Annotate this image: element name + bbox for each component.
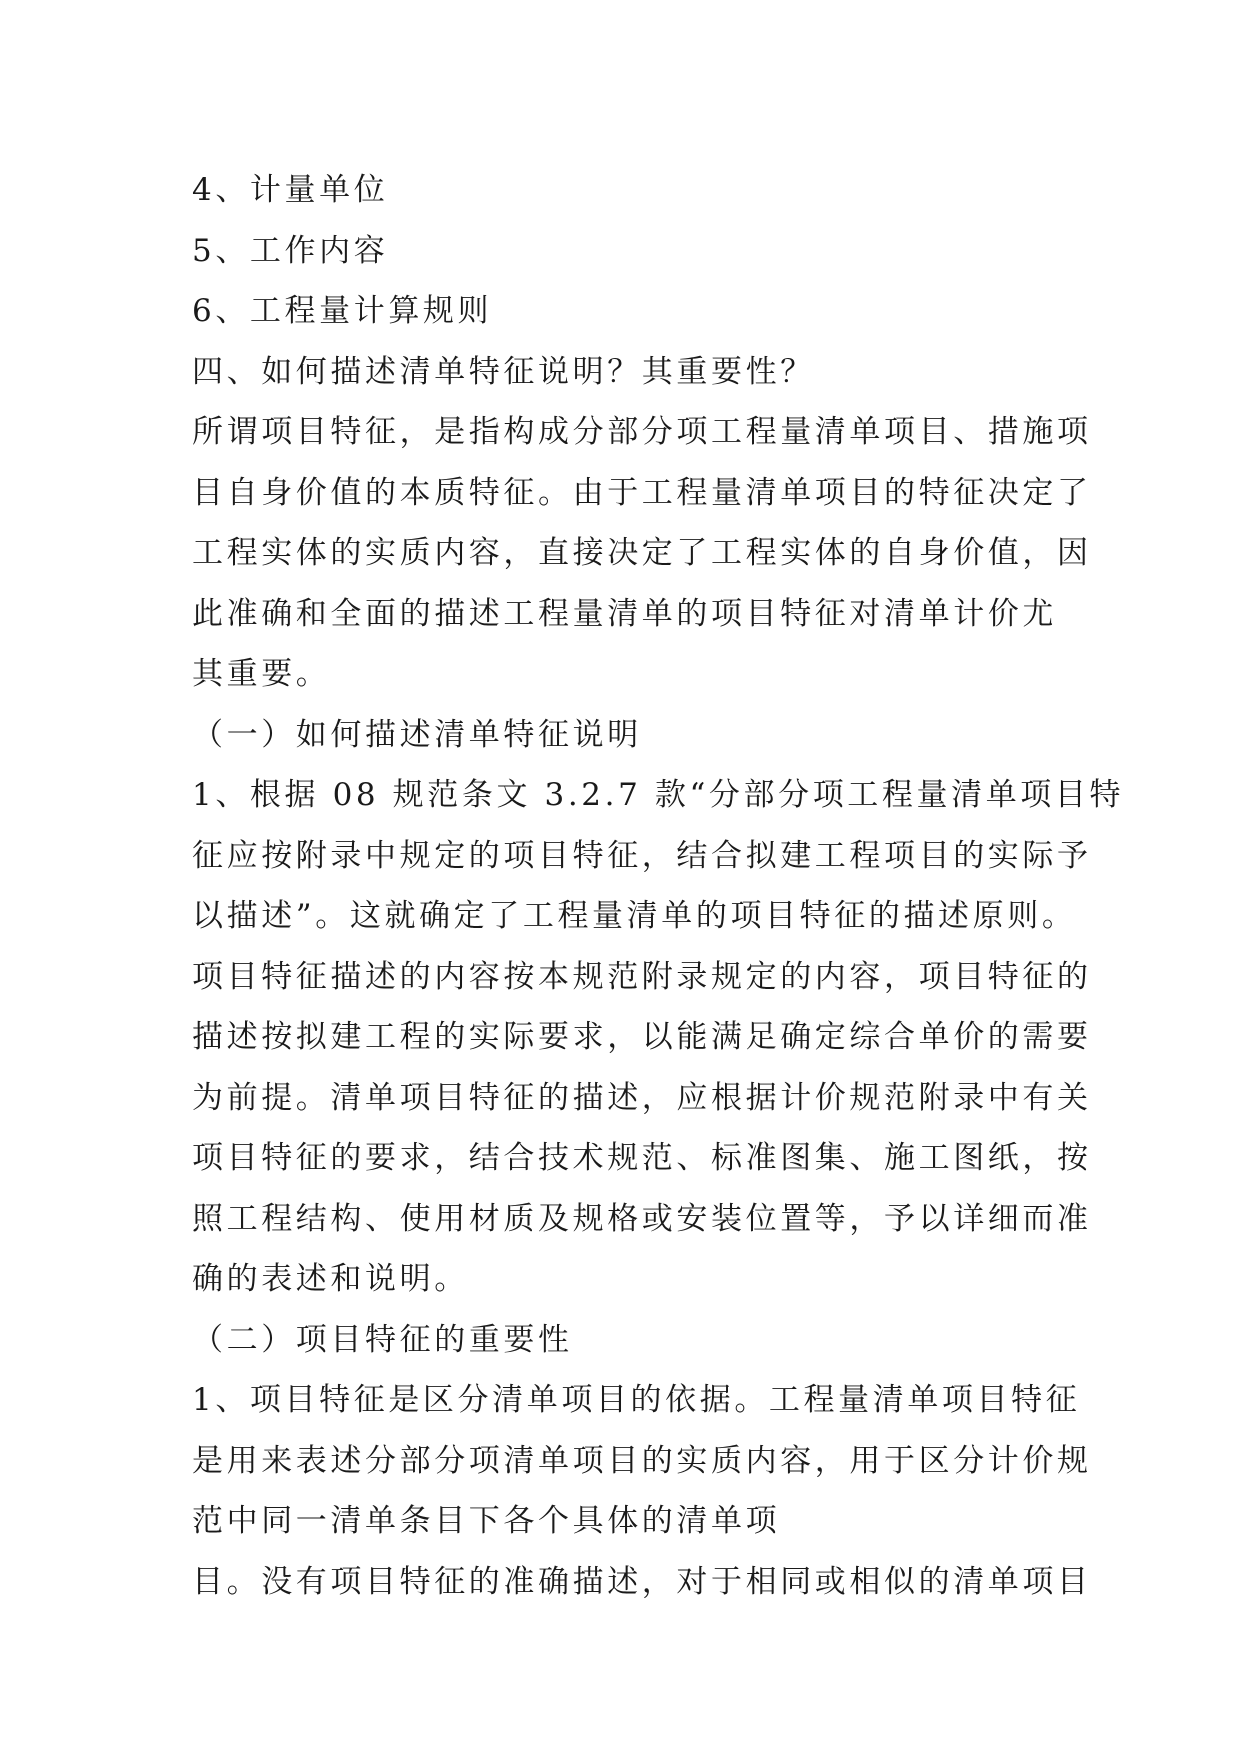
text-line: 所谓项目特征，是指构成分部分项工程量清单项目、措施项 <box>192 414 1092 450</box>
text-line: 6、工程量计算规则 <box>192 293 493 329</box>
subsection-heading: （二）项目特征的重要性 <box>192 1321 573 1358</box>
text-line: 1、根据 08 规范条文 3.2.7 款“分部分项工程量清单项目特 <box>192 777 1125 813</box>
text-line: 1、项目特征是区分清单项目的依据。工程量清单项目特征 <box>192 1382 1081 1418</box>
text-line: 工程实体的实质内容，直接决定了工程实体的自身价值，因 <box>192 535 1092 571</box>
text-line: 目。没有项目特征的准确描述，对于相同或相似的清单项目 <box>192 1563 1092 1600</box>
text-line: 照工程结构、使用材质及规格或安装位置等，予以详细而准 <box>192 1200 1092 1237</box>
text-line: 目自身价值的本质特征。由于工程量清单项目的特征决定了 <box>192 474 1092 511</box>
text-line: 以描述”。这就确定了工程量清单的项目特征的描述原则。 <box>192 898 1077 934</box>
text-line: 确的表述和说明。 <box>192 1261 469 1297</box>
text-line: 4、计量单位 <box>192 172 389 208</box>
document-body <box>192 160 1125 1612</box>
text-line: 项目特征的要求，结合技术规范、标准图集、施工图纸，按 <box>192 1140 1092 1176</box>
text-line: 是用来表述分部分项清单项目的实质内容，用于区分计价规 <box>192 1442 1092 1479</box>
text-line: 征应按附录中规定的项目特征，结合拟建工程项目的实际予 <box>192 837 1092 874</box>
section-heading: 四、如何描述清单特征说明？其重要性？ <box>192 353 815 390</box>
text-line: 其重要。 <box>192 656 331 692</box>
subsection-heading: （一）如何描述清单特征说明 <box>192 716 642 753</box>
text-line: 5、工作内容 <box>192 232 389 269</box>
text-line: 项目特征描述的内容按本规范附录规定的内容，项目特征的 <box>192 958 1092 995</box>
text-line: 范中同一清单条目下各个具体的清单项 <box>192 1503 781 1539</box>
text-line: 描述按拟建工程的实际要求，以能满足确定综合单价的需要 <box>192 1019 1092 1055</box>
text-line: 为前提。清单项目特征的描述，应根据计价规范附录中有关 <box>192 1079 1092 1116</box>
text-line: 此准确和全面的描述工程量清单的项目特征对清单计价尤 <box>192 595 1057 632</box>
